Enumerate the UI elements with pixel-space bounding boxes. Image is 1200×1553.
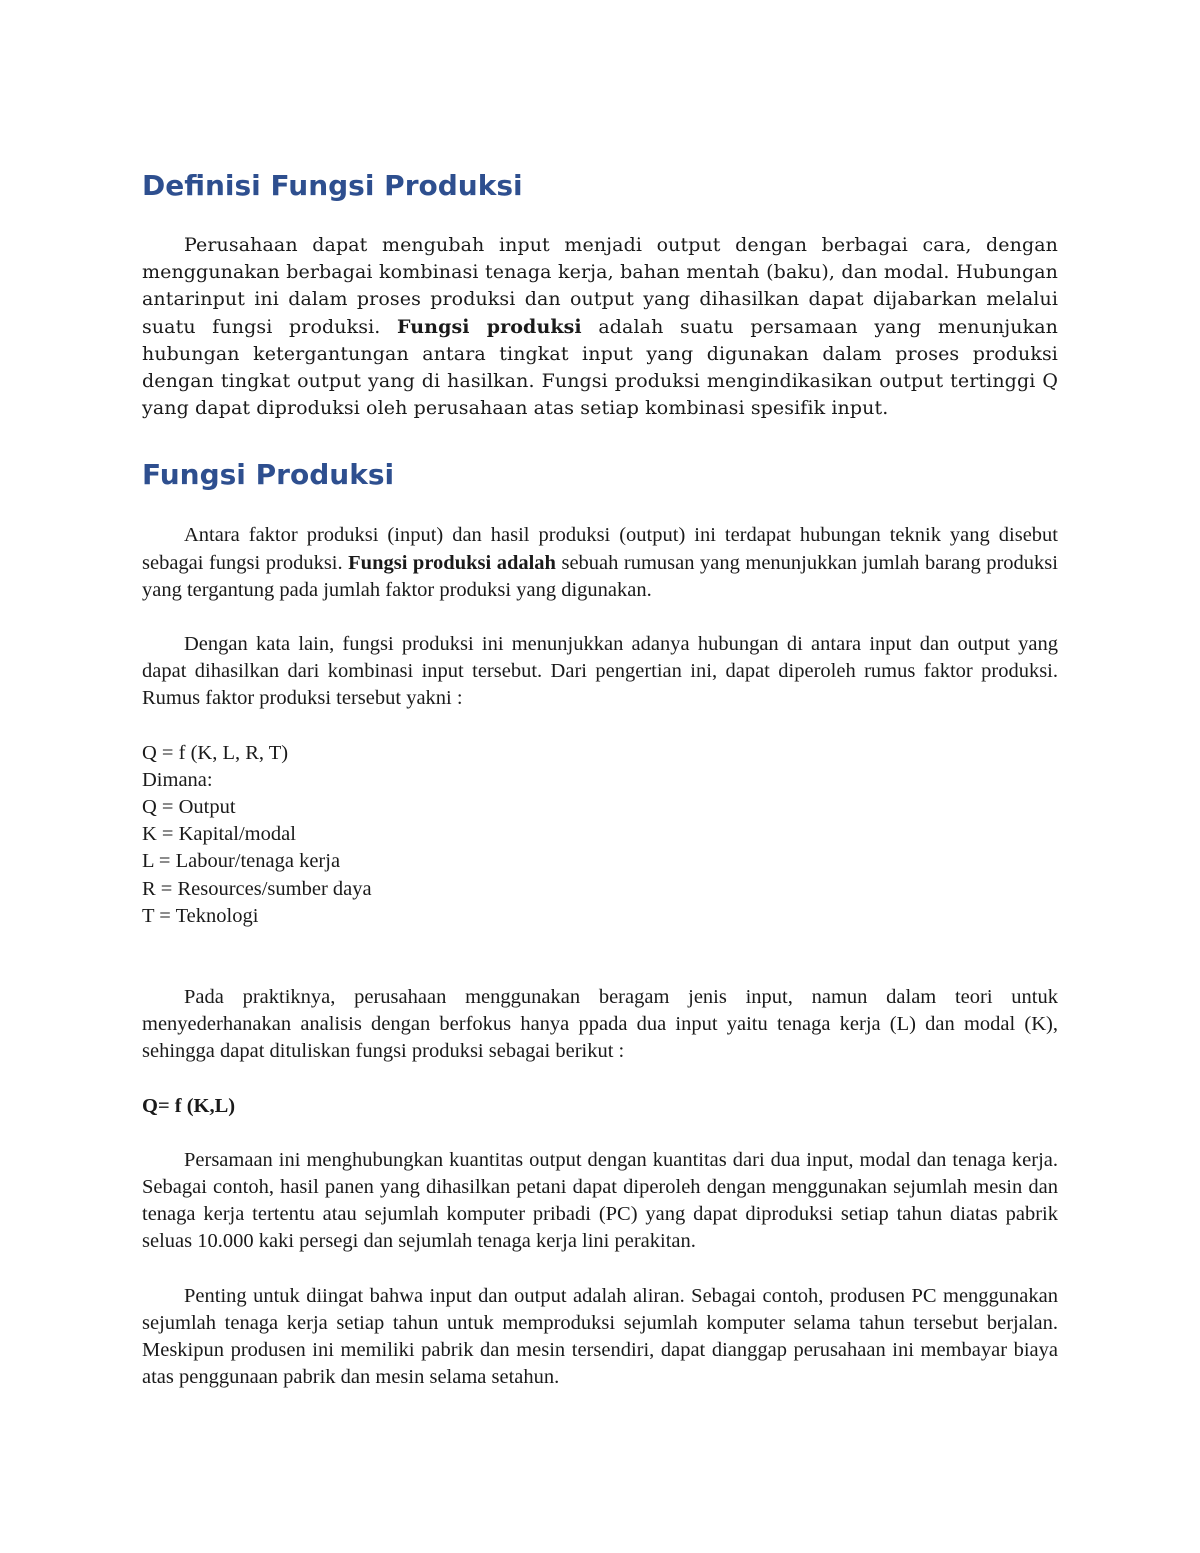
formula-line: L = Labour/tenaga kerja (142, 850, 341, 873)
heading-fungsi-produksi: Fungsi Produksi (142, 458, 395, 492)
paragraph-definisi (142, 232, 1058, 422)
formula-line: Q = Output (142, 796, 236, 819)
bold-term-fungsi-produksi-adalah: Fungsi produksi adalah (348, 551, 556, 574)
heading-definisi-fungsi-produksi: Definisi Fungsi Produksi (142, 169, 523, 202)
formula-line: K = Kapital/modal (142, 823, 296, 846)
paragraph-kata-lain: Dengan kata lain, fungsi produksi ini menunjukkan adanya hubungan di antara input dan output yang dapat dihasilkan dari kombinasi input tersebut. Dari pengertian ini, dapat diperoleh rumus faktor produksi. Rumus faktor produksi tersebut yakni : (142, 633, 1058, 710)
paragraph-penting: Penting untuk diingat bahwa input dan output adalah aliran. Sebagai contoh, produsen PC menggunakan sejumlah tenaga kerja setiap tahun untuk memproduksi sejumlah komputer selama tahun tersebut berjalan. Meskipun produsen ini memiliki pabrik dan mesin tersendiri, dapat dianggap perusahaan ini membayar biaya atas penggunaan pabrik dan mesin selama setahun. (142, 1284, 1058, 1389)
formula-line: Q = f (K, L, R, T) (142, 741, 289, 764)
paragraph-text: Perusahaan dapat mengubah input menjadi output dengan berbagai cara, dengan menggunakan berbagai kombinasi tenaga kerja, bahan mentah (baku), dan modal. Hubungan antarinput ini dalam proses produksi dan output yang dihasilkan dapat dijabarkan melalui suatu fungsi produksi. (142, 234, 1058, 338)
document-page (142, 160, 1058, 1392)
formula-line: T = Teknologi (142, 904, 259, 927)
paragraph-hubungan-teknik (142, 522, 1058, 604)
paragraph-text: Antara faktor produksi (input) dan hasil produksi (output) ini terdapat hubungan teknik yang disebut sebagai fungsi produksi. (142, 524, 1058, 574)
formula-q-f-k-l: Q= f (K,L) (142, 1094, 236, 1117)
formula-list (142, 740, 1058, 930)
paragraph-text: sebuah rumusan yang menunjukkan jumlah barang produksi yang tergantung pada jumlah faktor produksi yang digunakan. (142, 551, 1058, 601)
paragraph-praktiknya: Pada praktiknya, perusahaan menggunakan beragam jenis input, namun dalam teori untuk menyederhanakan analisis dengan berfokus hanya ppada dua input yaitu tenaga kerja (L) dan modal (K), sehingga dapat dituliskan fungsi produksi sebagai berikut : (142, 986, 1058, 1063)
paragraph-text: adalah suatu persamaan yang menunjukan hubungan ketergantungan antara tingkat input yang digunakan dalam proses produksi dengan tingkat output yang di hasilkan. Fungsi produksi mengindikasikan output tertinggi Q yang dapat diproduksi oleh perusahaan atas setiap kombinasi spesifik input. (142, 315, 1059, 420)
spacer (142, 930, 1058, 984)
bold-term-fungsi-produksi: Fungsi produksi (397, 315, 582, 338)
formula-line: R = Resources/sumber daya (142, 877, 372, 900)
formula-line: Dimana: (142, 768, 213, 791)
paragraph-persamaan: Persamaan ini menghubungkan kuantitas output dengan kuantitas dari dua input, modal dan tenaga kerja. Sebagai contoh, hasil panen yang dihasilkan petani dapat diperoleh dengan menggunakan sejumlah mesin dan tenaga kerja tertentu atau sejumlah komputer pribadi (PC) yang dapat diproduksi setiap tahun diatas pabrik seluas 10.000 kaki persegi dan sejumlah tenaga kerja lini perakitan. (142, 1148, 1058, 1253)
